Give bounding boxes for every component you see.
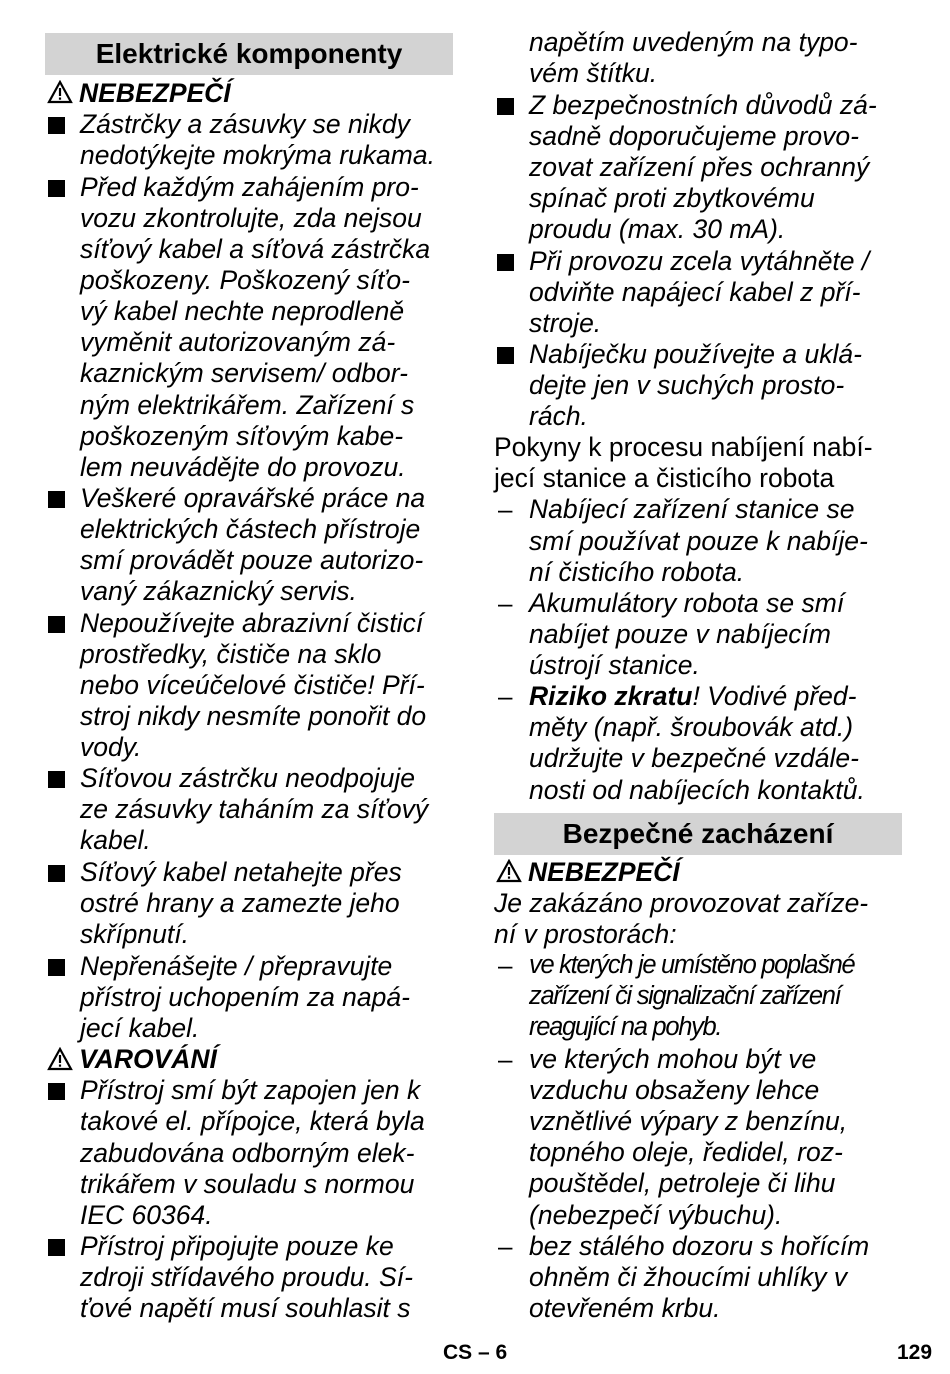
text-line: zdroji střídavého proudu. Sí- — [80, 1262, 413, 1292]
square-bullet-icon — [48, 1083, 65, 1100]
square-bullet-icon — [48, 865, 65, 882]
text-line: takové el. přípojce, která byla — [80, 1106, 425, 1136]
dash-bullet: – — [498, 1231, 513, 1261]
text-line: vznětlivé výpary z benzínu, — [529, 1106, 848, 1136]
text-line: ohněm či žhoucími uhlíky v — [529, 1262, 848, 1292]
text-line: IEC 60364. — [80, 1200, 213, 1230]
section-heading-electrical: Elektrické komponenty — [45, 33, 453, 75]
text-line: odviňte napájecí kabel z pří- — [529, 277, 861, 307]
text-line: ným elektrikářem. Zařízení s — [80, 390, 415, 420]
text-line: ve kterých je umístěno poplašné — [529, 951, 855, 979]
text-line: ní v prostorách: — [494, 919, 677, 949]
text-line: Nabíječku používejte a uklá- — [529, 339, 862, 369]
text-line: vý kabel nechte neprodleně — [80, 296, 405, 326]
text-line: vyměnit autorizovaným zá- — [80, 327, 396, 357]
text-line: Akumulátory robota se smí — [529, 588, 845, 618]
text-line: nabíjet pouze v nabíjecím — [529, 619, 831, 649]
text-line: ústrojí stanice. — [529, 650, 700, 680]
text-line: vozu zkontrolujte, zda nejsou — [80, 203, 422, 233]
text-line: ťové napětí musí souhlasit s — [80, 1293, 411, 1323]
text-line: napětím uvedeným na typo- — [529, 27, 858, 57]
square-bullet-icon — [48, 771, 65, 788]
text-line: přístroj uchopením za napá- — [80, 982, 410, 1012]
text-line: smí používat pouze k nabíje- — [529, 526, 868, 556]
section-heading-safe-handling: Bezpečné zacházení — [494, 813, 902, 855]
text-fragment: ! Vodivé před- — [692, 681, 857, 711]
text-line: kabel. — [80, 825, 151, 855]
text-line: smí provádět pouze autorizo- — [80, 545, 424, 575]
text-line: reagující na pohyb. — [529, 1013, 722, 1041]
text-line: ostré hrany a zamezte jeho — [80, 888, 400, 918]
text-line: Přístroj smí být zapojen jen k — [80, 1075, 421, 1105]
text-line: Při provozu zcela vytáhněte / — [529, 246, 870, 276]
square-bullet-icon — [48, 117, 65, 134]
square-bullet-icon — [48, 616, 65, 633]
square-bullet-icon — [48, 959, 65, 976]
text-line: Síťovou zástrčku neodpojuje — [80, 763, 415, 793]
text-line: prostředky, čističe na sklo — [80, 639, 382, 669]
text-line: spínač proti zbytkovému — [529, 183, 815, 213]
dash-bullet: – — [498, 1044, 513, 1074]
text-line: elektrických částech přístroje — [80, 514, 421, 544]
short-circuit-risk: Riziko zkratu — [529, 681, 693, 711]
page-number: 129 — [897, 1341, 933, 1364]
warning-triangle-icon — [47, 1047, 73, 1071]
text-line: měty (např. šroubovák atd.) — [529, 712, 854, 742]
text-line: Nepoužívejte abrazivní čisticí — [80, 608, 424, 638]
text-line: zovat zařízení přes ochranný — [529, 152, 870, 182]
text-line: udržujte v bezpečné vzdále- — [529, 743, 859, 773]
text-line: stroj nikdy nesmíte ponořit do — [80, 701, 427, 731]
text-line: pouštědel, petroleje či lihu — [529, 1168, 836, 1198]
text-line: síťový kabel a síťová zástrčka — [80, 234, 431, 264]
text-line — [529, 681, 856, 712]
text-line: poškozeny. Poškozený síťo- — [80, 265, 410, 295]
text-line: vaný zákaznický servis. — [80, 576, 357, 606]
text-line: nebo víceúčelové čističe! Pří- — [80, 670, 425, 700]
text-line: dejte jen v suchých prosto- — [529, 370, 845, 400]
text-line: (nebezpečí výbuchu). — [529, 1200, 783, 1230]
square-bullet-icon — [497, 98, 514, 115]
text-line: Je zakázáno provozovat zaříze- — [494, 888, 869, 918]
square-bullet-icon — [497, 254, 514, 271]
text-line: zabudována odborným elek- — [80, 1138, 415, 1168]
text-line: ní čisticího robota. — [529, 557, 745, 587]
text-line: nosti od nabíjecích kontaktů. — [529, 775, 865, 805]
text-line: Veškeré opravářské práce na — [80, 483, 426, 513]
dash-bullet: – — [498, 681, 513, 711]
text-line: bez stálého dozoru s hořícím — [529, 1231, 870, 1261]
square-bullet-icon — [497, 347, 514, 364]
text-line: lem neuvádějte do provozu. — [80, 452, 406, 482]
text-line: sadně doporučujeme provo- — [529, 121, 859, 151]
text-line: vém štítku. — [529, 58, 658, 88]
text-line: vody. — [80, 732, 142, 762]
text-line: topného oleje, ředidel, roz- — [529, 1137, 843, 1167]
text-line: Nepřenášejte / přepravujte — [80, 951, 393, 981]
warning-label: VAROVÁNÍ — [79, 1044, 217, 1074]
text-line: rách. — [529, 401, 588, 431]
text-line: Před každým zahájením pro- — [80, 172, 419, 202]
dash-bullet: – — [498, 494, 513, 524]
text-line: Z bezpečnostních důvodů zá- — [529, 90, 877, 120]
text-line: kaznickým servisem/ odbor- — [80, 358, 408, 388]
text-line: jecí stanice a čisticího robota — [494, 463, 835, 493]
danger-label: NEBEZPEČÍ — [79, 78, 231, 108]
text-line: nedotýkejte mokrýma rukama. — [80, 140, 435, 170]
dash-bullet: – — [498, 950, 513, 980]
text-line: poškozeným síťovým kabe- — [80, 421, 404, 451]
square-bullet-icon — [48, 1239, 65, 1256]
text-line: ze zásuvky taháním za síťový — [80, 794, 429, 824]
text-line: Zástrčky a zásuvky se nikdy — [80, 109, 410, 139]
text-line: vzduchu obsaženy lehce — [529, 1075, 820, 1105]
warning-triangle-icon — [496, 859, 522, 883]
text-line: Síťový kabel netahejte přes — [80, 857, 402, 887]
square-bullet-icon — [48, 491, 65, 508]
text-line: zařízení či signalizační zařízení — [529, 982, 841, 1010]
text-line: ve kterých mohou být ve — [529, 1044, 817, 1074]
text-line: otevřeném krbu. — [529, 1293, 721, 1323]
text-line: stroje. — [529, 308, 602, 338]
text-line: proudu (max. 30 mA). — [529, 214, 786, 244]
text-line: Pokyny k procesu nabíjení nabí- — [494, 432, 873, 462]
text-line: skřípnutí. — [80, 919, 189, 949]
text-line: Nabíjecí zařízení stanice se — [529, 494, 855, 524]
square-bullet-icon — [48, 180, 65, 197]
danger-label: NEBEZPEČÍ — [528, 857, 680, 887]
text-line: Přístroj připojujte pouze ke — [80, 1231, 394, 1261]
text-line: trikářem v souladu s normou — [80, 1169, 415, 1199]
dash-bullet: – — [498, 588, 513, 618]
warning-triangle-icon — [47, 80, 73, 104]
section-page-label: CS – 6 — [443, 1341, 508, 1364]
text-line: jecí kabel. — [80, 1013, 200, 1043]
